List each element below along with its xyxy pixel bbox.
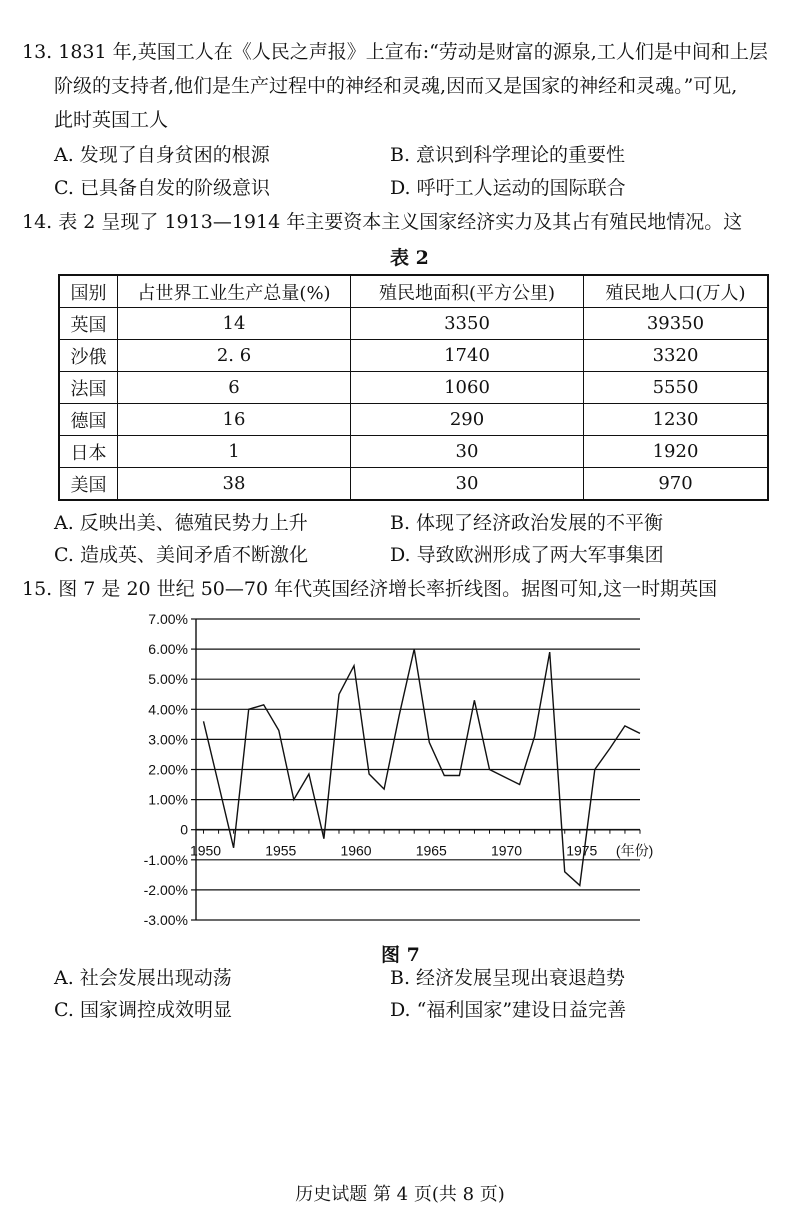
y-tick-label: 5.00% [148,671,188,688]
q15-option-d[interactable]: D. “福利国家”建设日益完善 [390,999,627,1021]
table-row [59,468,768,501]
x-tick-label: 1975 [566,842,598,859]
table-header-cell: 占世界工业生产总量(%) [118,275,351,308]
q13-stem-line2: 阶级的支持者,他们是生产过程中的神经和灵魂,因而又是国家的神经和灵魂。”可见, [54,75,738,97]
table-header-cell: 殖民地面积(平方公里) [351,275,584,308]
table-cell: 2. 6 [118,340,351,372]
table-row [59,436,768,468]
table-cell: 日本 [59,436,118,468]
table-cell: 5550 [584,372,769,404]
page-footer: 历史试题 第 4 页(共 8 页) [295,1184,505,1205]
q13-stem-line1: 13. 1831 年,英国工人在《人民之声报》上宣布:“劳动是财富的源泉,工人们是中间和上层 [22,41,768,63]
x-tick-label: 1960 [340,842,372,859]
y-tick-label: -1.00% [143,851,188,868]
table-cell: 30 [351,436,584,468]
q13-stem-line3: 此时英国工人 [54,109,169,131]
y-tick-label: 1.00% [148,791,188,808]
table-header-cell: 殖民地人口(万人) [584,275,769,308]
table-cell: 6 [118,372,351,404]
table-row [59,340,768,372]
q15-option-c[interactable]: C. 国家调控成效明显 [54,999,232,1021]
table-cell: 39350 [584,308,769,340]
q14-stem-line1: 14. 表 2 呈现了 1913—1914 年主要资本主义国家经济实力及其占有殖民地情况。这 [22,211,743,233]
table-cell: 法国 [59,372,118,404]
q13-option-c[interactable]: C. 已具备自发的阶级意识 [54,177,270,199]
q14-option-d[interactable]: D. 导致欧洲形成了两大军事集团 [390,544,664,566]
y-tick-label: 2.00% [148,761,188,778]
x-tick-label: 1965 [415,842,447,859]
table-header-cell: 国别 [59,275,118,308]
table-cell: 英国 [59,308,118,340]
table-cell: 3350 [351,308,584,340]
table-cell: 14 [118,308,351,340]
table-row [59,308,768,340]
y-tick-label: 3.00% [148,731,188,748]
table-cell: 1740 [351,340,584,372]
table-row [59,404,768,436]
y-tick-label: 6.00% [148,641,188,658]
x-tick-label: 1970 [490,842,523,859]
table-cell: 沙俄 [59,340,118,372]
table-cell: 1230 [584,404,769,436]
table-cell: 1920 [584,436,769,468]
x-tick-label: 1950 [189,842,222,859]
q13-option-d[interactable]: D. 呼吁工人运动的国际联合 [390,177,626,199]
table-header-row [59,275,768,308]
table-row [59,372,768,404]
table-cell: 1060 [351,372,584,404]
x-axis-label: (年份) [615,842,654,859]
y-tick-label: 0 [180,821,188,838]
q14-option-a[interactable]: A. 反映出美、德殖民势力上升 [54,512,308,534]
table-cell: 美国 [59,468,118,501]
q15-option-a[interactable]: A. 社会发展出现动荡 [54,967,232,989]
x-tick-label: 1955 [265,842,297,859]
y-tick-label: -2.00% [143,881,188,898]
table-cell: 30 [351,468,584,501]
q13-option-a[interactable]: A. 发现了自身贫困的根源 [54,144,270,166]
y-tick-label: -3.00% [143,912,188,928]
q15-option-b[interactable]: B. 经济发展呈现出衰退趋势 [390,967,626,989]
table-cell: 290 [351,404,584,436]
table-cell: 1 [118,436,351,468]
table-cell: 德国 [59,404,118,436]
table-cell: 38 [118,468,351,501]
q15-stem-line1: 15. 图 7 是 20 世纪 50—70 年代英国经济增长率折线图。据图可知,这一时期英国 [22,578,718,600]
table-cell: 970 [584,468,769,501]
table-caption: 表 2 [390,247,429,269]
y-tick-label: 7.00% [148,611,188,627]
y-tick-label: 4.00% [148,701,188,718]
growth-rate-chart [0,600,800,940]
table-cell: 16 [118,404,351,436]
figure-caption: 图 7 [381,944,420,966]
q13-option-b[interactable]: B. 意识到科学理论的重要性 [390,144,626,166]
colonial-table [58,274,769,501]
table-cell: 3320 [584,340,769,372]
q14-option-c[interactable]: C. 造成英、美间矛盾不断激化 [54,544,308,566]
q14-option-b[interactable]: B. 体现了经济政治发展的不平衡 [390,512,664,534]
